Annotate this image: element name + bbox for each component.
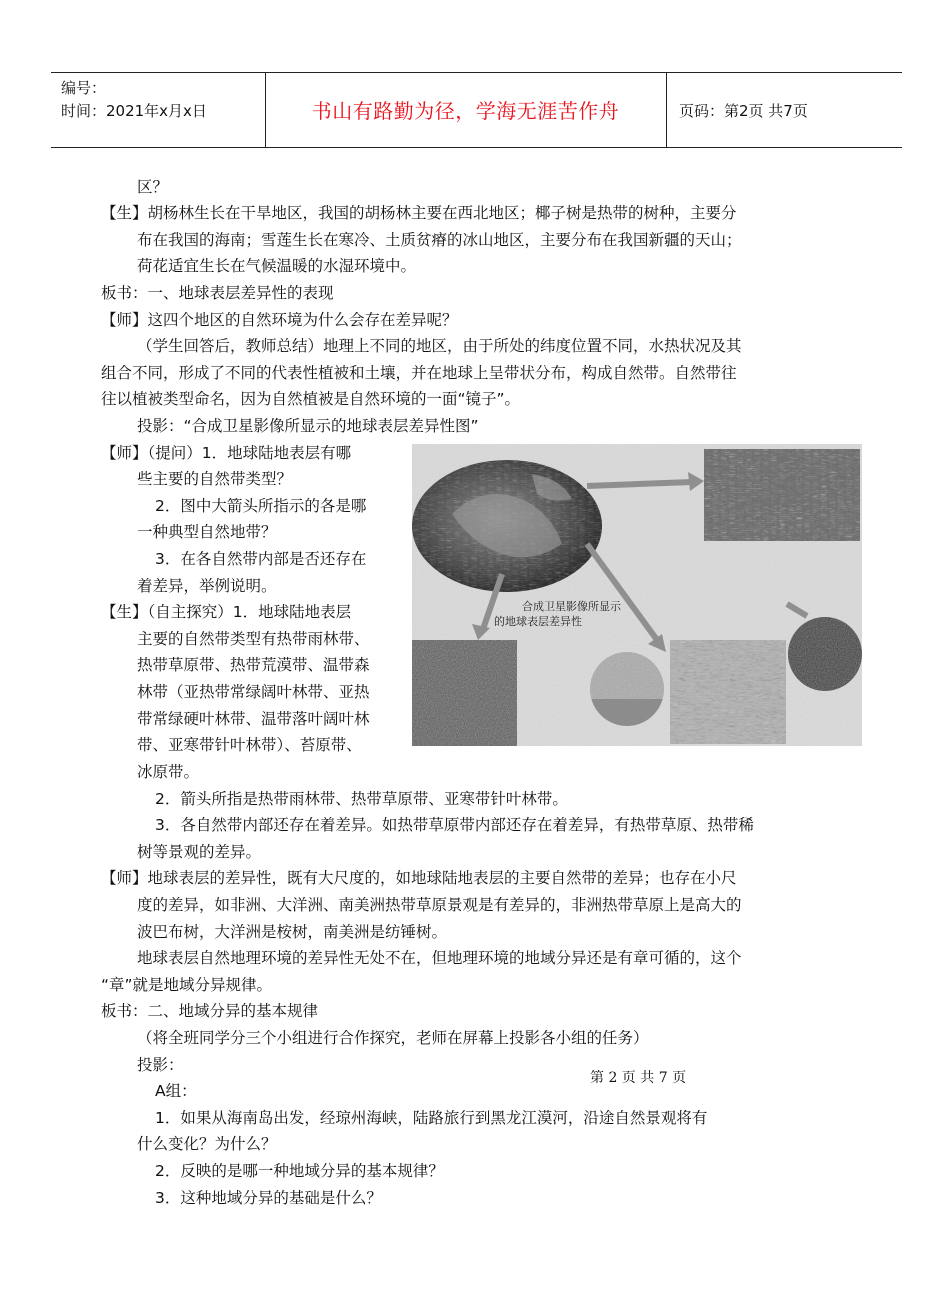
text-line: 林带（亚热带常绿阔叶林带、亚热 <box>137 683 370 701</box>
figure-caption-2: 的地球表层差异性 <box>494 615 582 628</box>
text-line: 投影：“合成卫星影像所显示的地球表层差异性图” <box>137 417 479 435</box>
text-line: 波巴布树，大洋洲是桉树，南美洲是纺锤树。 <box>137 923 448 941</box>
text-line: 【师】地球表层的差异性，既有大尺度的，如地球陆地表层的主要自然带的差异；也存在小尺 <box>101 869 737 887</box>
text-line: A组： <box>155 1082 197 1100</box>
text-line: （将全班同学分三个小组进行合作探究，老师在屏幕上投影各小组的任务） <box>137 1029 649 1047</box>
text-line: “章”就是地域分异规律。 <box>101 976 273 994</box>
number-label: 编号： <box>61 79 107 97</box>
text-line: 板书：一、地球表层差异性的表现 <box>101 284 334 302</box>
text-line: 【生】胡杨林生长在干旱地区，我国的胡杨林主要在西北地区；椰子树是热带的树种，主要分 <box>101 204 737 222</box>
text-line: 着差异，举例说明。 <box>137 577 277 595</box>
header-page-label: 页码：第2页 共7页 <box>679 102 808 120</box>
text-line: 带、亚寒带针叶林带）、苔原带、 <box>137 736 362 754</box>
text-line: 【师】这四个地区的自然环境为什么会存在差异呢？ <box>101 311 458 329</box>
text-line: 荷花适宜生长在气候温暖的水湿环境中。 <box>137 257 417 275</box>
text-line: 2．图中大箭头所指示的各是哪 <box>155 497 367 515</box>
text-line: 组合不同，形成了不同的代表性植被和土壤，并在地球上呈带状分布，构成自然带。自然带往 <box>101 364 737 382</box>
text-line: 布在我国的海南；雪莲生长在寒冷、土质贫瘠的冰山地区，主要分布在我国新疆的天山； <box>137 231 742 249</box>
text-line: 2．箭头所指是热带雨林带、热带草原带、亚寒带针叶林带。 <box>155 790 568 808</box>
text-line: 一种典型自然地带？ <box>137 523 277 541</box>
text-line: 往以植被类型命名，因为自然植被是自然环境的一面“镜子”。 <box>101 390 521 408</box>
header-motto: 书山有路勤为径，学海无涯苦作舟 <box>311 99 620 123</box>
text-line: 2．反映的是哪一种地域分异的基本规律？ <box>155 1162 444 1180</box>
header-meta <box>61 77 207 123</box>
text-line: 树等景观的差异。 <box>137 843 262 861</box>
text-line: 3．这种地域分异的基础是什么？ <box>155 1189 382 1207</box>
text-line: 主要的自然带类型有热带雨林带、 <box>137 630 370 648</box>
text-line: 什么变化？为什么？ <box>137 1135 277 1153</box>
text-line: 冰原带。 <box>137 763 200 781</box>
footer-page-number: 第 2 页 共 7 页 <box>590 1070 687 1086</box>
text-line: 板书：二、地域分异的基本规律 <box>101 1002 319 1020</box>
text-line: 3．各自然带内部还存在着差异。如热带草原带内部还存在着差异，有热带草原、热带稀 <box>155 816 754 834</box>
document-header <box>51 72 902 148</box>
text-line: 些主要的自然带类型？ <box>137 470 293 488</box>
text-line: 【师】（提问）1．地球陆地表层有哪 <box>101 444 352 462</box>
text-line: （学生回答后，教师总结）地理上不同的地区，由于所处的纬度位置不同，水热状况及其 <box>137 337 742 355</box>
text-line: 【生】（自主探究）1．地球陆地表层 <box>101 603 352 621</box>
text-line: 3．在各自然带内部是否还存在 <box>155 550 367 568</box>
text-line: 带常绿硬叶林带、温带落叶阔叶林 <box>137 710 370 728</box>
text-line: 地球表层自然地理环境的差异性无处不在，但地理环境的地域分异还是有章可循的，这个 <box>137 949 742 967</box>
header-divider <box>666 73 667 147</box>
text-line: 投影： <box>137 1056 184 1074</box>
satellite-landscape-figure <box>412 444 862 746</box>
text-line: 1．如果从海南岛出发，经琼州海峡，陆路旅行到黑龙江漠河，沿途自然景观将有 <box>155 1109 708 1127</box>
text-line: 热带草原带、热带荒漠带、温带森 <box>137 656 370 674</box>
text-line: 区？ <box>137 178 169 196</box>
text-line: 度的差异，如非洲、大洋洲、南美洲热带草原景观是有差异的，非洲热带草原上是高大的 <box>137 896 742 914</box>
figure-illustration <box>412 444 862 746</box>
figure-caption-1: 合成卫星影像所显示 <box>522 600 621 613</box>
time-label: 时间：2021年x月x日 <box>61 102 207 120</box>
